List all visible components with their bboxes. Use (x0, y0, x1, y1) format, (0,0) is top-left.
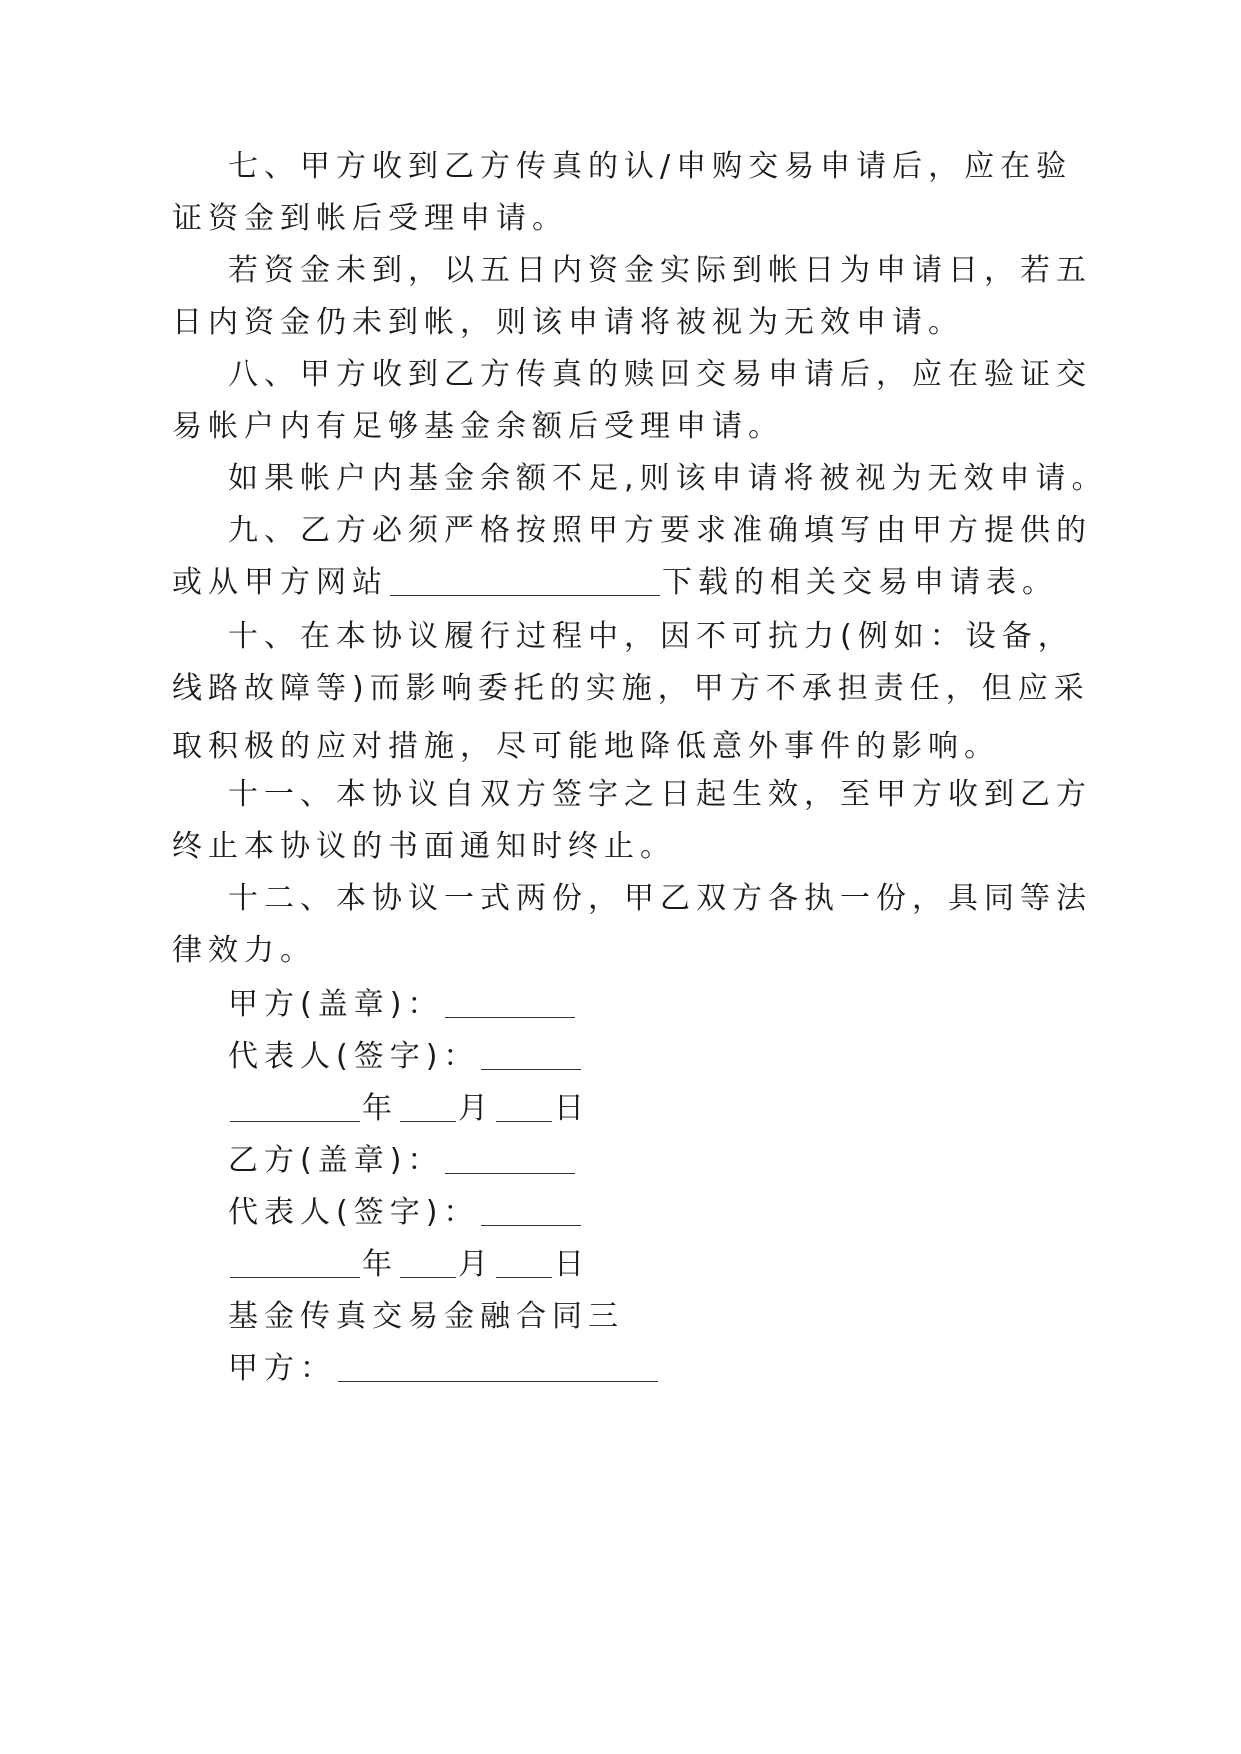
month-blank[interactable] (400, 1247, 456, 1278)
clause-12-cont (172, 922, 316, 980)
rep-a-blank[interactable] (481, 1039, 581, 1070)
clause-line: 如果帐户内基金余额不足,则该申请将被视为无效申请。 (228, 461, 1108, 496)
clause-10-cont (172, 660, 1090, 776)
rep-a-row (228, 1028, 583, 1086)
clause-line: 律效力。 (172, 933, 316, 968)
clause-7-note (228, 242, 1092, 300)
year-label: 年 (362, 1091, 398, 1126)
clause-7 (228, 138, 1072, 196)
day-label: 日 (554, 1247, 590, 1282)
rep-b-label: 代表人(签字)： (228, 1195, 480, 1230)
day-blank[interactable] (496, 1247, 552, 1278)
clause-line: 七、甲方收到乙方传真的认/申购交易申请后，应在验 (228, 149, 1073, 184)
year-blank[interactable] (230, 1091, 360, 1122)
clause-line: 日内资金仍未到帐，则该申请将被视为无效申请。 (172, 305, 964, 340)
rep-a-label: 代表人(签字)： (228, 1039, 480, 1074)
next-party-a-blank[interactable] (338, 1351, 658, 1382)
clause-9 (228, 502, 1092, 560)
clause-line (172, 554, 1058, 612)
party-a-seal-row (228, 976, 577, 1034)
date-b-row (228, 1236, 590, 1294)
rep-b-row (228, 1184, 583, 1242)
clause-line: 终止本协议的书面通知时终止。 (172, 829, 676, 864)
clause-text: 下载的相关交易申请表。 (662, 565, 1058, 600)
clause-9-cont (172, 554, 1058, 612)
next-title-text: 基金传真交易金融合同三 (228, 1299, 624, 1334)
day-blank[interactable] (496, 1091, 552, 1122)
clause-text: 或从甲方网站 (172, 565, 388, 600)
clause-8 (228, 346, 1092, 404)
clause-line: 十二、本协议一式两份，甲乙双方各执一份，具同等法 (228, 881, 1092, 916)
next-party-a-row (228, 1340, 660, 1398)
clause-line: 线路故障等)而影响委托的实施，甲方不承担责任，但应采 (172, 671, 1090, 706)
clause-line: 证资金到帐后受理申请。 (172, 201, 568, 236)
clause-line: 取积极的应对措施，尽可能地降低意外事件的影响。 (172, 729, 1000, 764)
clause-line: 十、在本协议履行过程中，因不可抗力(例如：设备， (228, 619, 1074, 654)
party-b-seal-label: 乙方(盖章)： (228, 1143, 444, 1178)
clause-11-cont (172, 818, 676, 876)
website-blank[interactable] (390, 565, 660, 596)
month-label: 月 (458, 1091, 494, 1126)
clause-line: 易帐户内有足够基金余额后受理申请。 (172, 409, 784, 444)
month-label: 月 (458, 1247, 494, 1282)
clause-12 (228, 870, 1092, 928)
date-a-row (228, 1080, 590, 1138)
year-blank[interactable] (230, 1247, 360, 1278)
party-a-seal-label: 甲方(盖章)： (228, 987, 444, 1022)
party-b-seal-row (228, 1132, 577, 1190)
rep-b-blank[interactable] (481, 1195, 581, 1226)
clause-line: 九、乙方必须严格按照甲方要求准确填写由甲方提供的 (228, 513, 1092, 548)
clause-line: 八、甲方收到乙方传真的赎回交易申请后，应在验证交 (228, 357, 1092, 392)
clause-line: 十一、本协议自双方签字之日起生效，至甲方收到乙方 (228, 777, 1092, 812)
clause-8-note (228, 450, 1108, 508)
next-contract-title (228, 1288, 624, 1346)
day-label: 日 (554, 1091, 590, 1126)
year-label: 年 (362, 1247, 398, 1282)
clause-10 (228, 608, 1074, 666)
clause-7-note-cont (172, 294, 964, 352)
clause-line: 若资金未到，以五日内资金实际到帐日为申请日，若五 (228, 253, 1092, 288)
clause-8-cont (172, 398, 784, 456)
clause-7-cont (172, 190, 568, 248)
party-a-seal-blank[interactable] (445, 987, 575, 1018)
month-blank[interactable] (400, 1091, 456, 1122)
next-party-a-label: 甲方： (228, 1351, 336, 1386)
party-b-seal-blank[interactable] (445, 1143, 575, 1174)
clause-11 (228, 766, 1092, 824)
